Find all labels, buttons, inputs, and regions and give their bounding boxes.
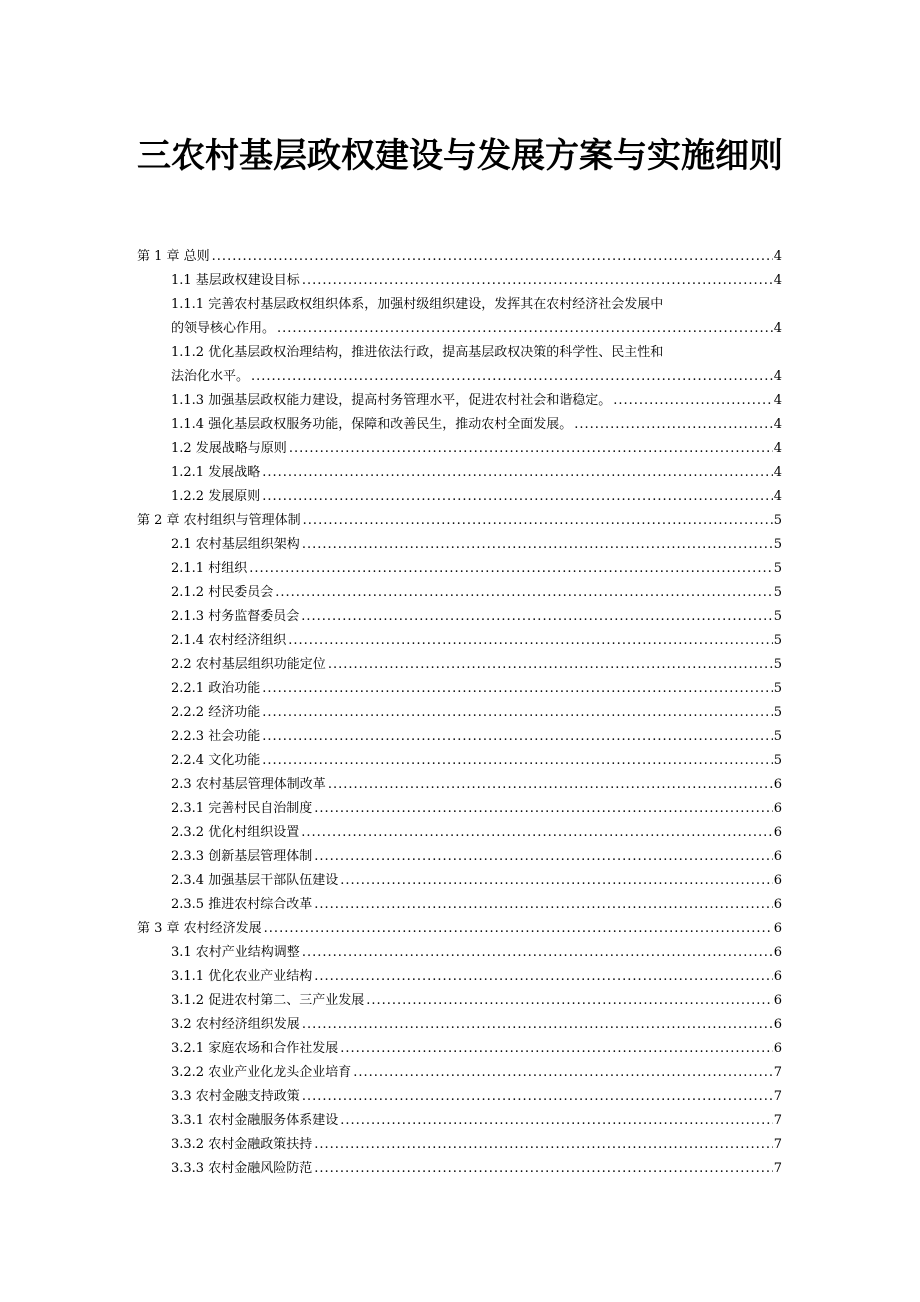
toc-entry-text: 2.3.1 完善村民自治制度 — [171, 801, 313, 816]
toc-entry[interactable] — [171, 725, 782, 749]
toc-leader-dots — [262, 485, 773, 509]
toc-entry-text: 第 1 章 总则 — [137, 249, 210, 264]
toc-entry[interactable] — [171, 533, 782, 557]
toc-leader-dots — [262, 701, 773, 725]
toc-entry-text: 2.2 农村基层组织功能定位 — [171, 657, 326, 672]
toc-leader-dots — [289, 437, 773, 461]
toc-entry[interactable] — [171, 1109, 782, 1133]
toc-leader-dots — [613, 389, 773, 413]
toc-entry[interactable] — [171, 269, 782, 293]
toc-page-number: 4 — [773, 417, 782, 432]
toc-entry[interactable] — [171, 317, 782, 341]
toc-entry-text-line1: 1.1.2 优化基层政权治理结构，推进依法行政，提高基层政权决策的科学性、民主性和 — [171, 345, 664, 360]
toc-entry-text: 2.3.5 推进农村综合改革 — [171, 897, 313, 912]
toc-page-number: 5 — [773, 537, 782, 552]
toc-entry-text: 2.1.1 村组织 — [171, 561, 248, 576]
toc-leader-dots — [302, 269, 773, 293]
toc-page-number: 4 — [773, 273, 782, 288]
toc-entry[interactable] — [171, 485, 782, 509]
toc-entry-text: 2.1.4 农村经济组织 — [171, 633, 287, 648]
toc-page-number: 6 — [773, 849, 782, 864]
toc-page-number: 4 — [773, 369, 782, 384]
toc-leader-dots — [328, 773, 773, 797]
toc-page-number: 6 — [773, 993, 782, 1008]
toc-entry[interactable] — [171, 1085, 782, 1109]
toc-page-number: 6 — [773, 777, 782, 792]
toc-page-number: 4 — [773, 249, 782, 264]
toc-entry[interactable] — [171, 629, 782, 653]
toc-entry-text: 3.1.2 促进农村第二、三产业发展 — [171, 993, 365, 1008]
toc-entry-text: 1.2 发展战略与原则 — [171, 441, 287, 456]
toc-entry-text: 1.1.4 强化基层政权服务功能，保障和改善民生，推动农村全面发展。 — [171, 417, 573, 432]
toc-entry[interactable] — [171, 413, 782, 437]
toc-entry[interactable] — [171, 845, 782, 869]
toc-page-number: 7 — [773, 1089, 782, 1104]
toc-entry[interactable] — [171, 773, 782, 797]
toc-entry[interactable] — [171, 941, 782, 965]
toc-entry[interactable] — [171, 797, 782, 821]
toc-page-number: 6 — [773, 897, 782, 912]
toc-entry[interactable] — [171, 701, 782, 725]
toc-entry-text: 2.1 农村基层组织架构 — [171, 537, 300, 552]
toc-page-number: 6 — [773, 1041, 782, 1056]
toc-page-number: 6 — [773, 801, 782, 816]
toc-page-number: 6 — [773, 825, 782, 840]
toc-entry[interactable] — [171, 821, 782, 845]
toc-page-number: 5 — [773, 705, 782, 720]
toc-leader-dots — [251, 365, 773, 389]
toc-entry-text: 1.2.1 发展战略 — [171, 465, 261, 480]
toc-entry-text: 法治化水平。 — [171, 369, 250, 384]
toc-leader-dots — [340, 869, 773, 893]
toc-leader-dots — [262, 461, 773, 485]
toc-entry[interactable] — [171, 989, 782, 1013]
toc-leader-dots — [301, 605, 773, 629]
toc-leader-dots — [353, 1061, 773, 1085]
toc-entry-text: 2.1.3 村务监督委员会 — [171, 609, 300, 624]
toc-leader-dots — [303, 509, 773, 533]
toc-leader-dots — [262, 677, 773, 701]
toc-entry-text: 2.1.2 村民委员会 — [171, 585, 274, 600]
toc-leader-dots — [574, 413, 773, 437]
toc-entry-text: 2.3.3 创新基层管理体制 — [171, 849, 313, 864]
toc-entry[interactable] — [171, 965, 782, 989]
toc-entry-wrapped[interactable] — [171, 341, 782, 389]
toc-page-number: 6 — [773, 873, 782, 888]
toc-entry[interactable] — [171, 437, 782, 461]
toc-entry[interactable] — [171, 893, 782, 917]
toc-entry[interactable] — [171, 1133, 782, 1157]
toc-leader-dots — [366, 989, 773, 1013]
toc-entry[interactable] — [171, 749, 782, 773]
toc-leader-dots — [302, 533, 773, 557]
toc-page-number: 4 — [773, 465, 782, 480]
toc-page-number: 5 — [773, 561, 782, 576]
toc-entry-text: 第 3 章 农村经济发展 — [137, 921, 262, 936]
toc-entry-text: 的领导核心作用。 — [171, 321, 276, 336]
toc-entry[interactable] — [171, 1037, 782, 1061]
toc-entry[interactable] — [171, 461, 782, 485]
toc-page-number: 4 — [773, 441, 782, 456]
toc-entry[interactable] — [137, 509, 782, 533]
table-of-contents — [0, 245, 920, 1181]
toc-leader-dots — [314, 797, 773, 821]
toc-entry[interactable] — [137, 917, 782, 941]
toc-page-number: 5 — [773, 633, 782, 648]
toc-leader-dots — [302, 941, 773, 965]
toc-entry-text: 1.1.3 加强基层政权能力建设，提高村务管理水平，促进农村社会和谐稳定。 — [171, 393, 612, 408]
toc-entry[interactable] — [171, 677, 782, 701]
toc-entry-text: 2.3.2 优化村组织设置 — [171, 825, 300, 840]
toc-entry-text: 第 2 章 农村组织与管理体制 — [137, 513, 301, 528]
toc-page-number: 5 — [773, 609, 782, 624]
toc-entry-text: 2.2.3 社会功能 — [171, 729, 261, 744]
toc-page-number: 5 — [773, 753, 782, 768]
toc-leader-dots — [314, 845, 773, 869]
toc-leader-dots — [288, 629, 773, 653]
toc-page-number: 6 — [773, 1017, 782, 1032]
toc-leader-dots — [277, 317, 773, 341]
toc-leader-dots — [301, 821, 773, 845]
toc-leader-dots — [262, 725, 773, 749]
toc-entry[interactable] — [171, 869, 782, 893]
toc-entry-text: 2.3.4 加强基层干部队伍建设 — [171, 873, 339, 888]
toc-entry[interactable] — [171, 581, 782, 605]
toc-entry-text: 1.2.2 发展原则 — [171, 489, 261, 504]
toc-entry-text: 3.2 农村经济组织发展 — [171, 1017, 300, 1032]
toc-leader-dots — [212, 245, 773, 269]
toc-page-number: 4 — [773, 489, 782, 504]
toc-leader-dots — [302, 1013, 773, 1037]
toc-page-number: 7 — [773, 1161, 782, 1176]
toc-entry[interactable] — [171, 653, 782, 677]
toc-entry[interactable] — [171, 389, 782, 413]
toc-entry[interactable] — [171, 1013, 782, 1037]
toc-page-number: 7 — [773, 1113, 782, 1128]
toc-page-number: 6 — [773, 945, 782, 960]
toc-page-number: 5 — [773, 585, 782, 600]
toc-leader-dots — [314, 965, 773, 989]
toc-entry[interactable] — [171, 365, 782, 389]
toc-entry-text: 3.3.3 农村金融风险防范 — [171, 1161, 313, 1176]
toc-entry[interactable] — [137, 245, 782, 269]
document-title: 三农村基层政权建设与发展方案与实施细则 — [137, 136, 783, 176]
toc-page-number: 5 — [773, 729, 782, 744]
toc-leader-dots — [314, 1133, 773, 1157]
toc-entry[interactable] — [171, 605, 782, 629]
toc-leader-dots — [275, 581, 773, 605]
toc-leader-dots — [340, 1037, 773, 1061]
toc-entry-text: 3.2.1 家庭农场和合作社发展 — [171, 1041, 339, 1056]
toc-entry-text: 3.3 农村金融支持政策 — [171, 1089, 300, 1104]
toc-page-number: 7 — [773, 1065, 782, 1080]
toc-page-number: 5 — [773, 513, 782, 528]
toc-page-number: 4 — [773, 393, 782, 408]
toc-page-number: 6 — [773, 921, 782, 936]
toc-entry-text: 2.2.1 政治功能 — [171, 681, 261, 696]
toc-entry[interactable] — [171, 1157, 782, 1181]
toc-entry-text: 3.3.2 农村金融政策扶持 — [171, 1137, 313, 1152]
toc-leader-dots — [314, 1157, 773, 1181]
toc-entry-text: 2.2.4 文化功能 — [171, 753, 261, 768]
toc-entry-wrapped[interactable] — [171, 293, 782, 341]
toc-leader-dots — [314, 893, 773, 917]
toc-entry-text: 1.1 基层政权建设目标 — [171, 273, 300, 288]
toc-leader-dots — [302, 1085, 773, 1109]
toc-entry-text: 3.2.2 农业产业化龙头企业培育 — [171, 1065, 352, 1080]
toc-page-number: 4 — [773, 321, 782, 336]
toc-entry-text: 3.1.1 优化农业产业结构 — [171, 969, 313, 984]
toc-leader-dots — [328, 653, 773, 677]
toc-leader-dots — [340, 1109, 773, 1133]
toc-entry-text: 3.1 农村产业结构调整 — [171, 945, 300, 960]
toc-page-number: 6 — [773, 969, 782, 984]
toc-page-number: 7 — [773, 1137, 782, 1152]
toc-entry[interactable] — [171, 557, 782, 581]
toc-entry-text: 2.2.2 经济功能 — [171, 705, 261, 720]
toc-entry-text-line1: 1.1.1 完善农村基层政权组织体系，加强村级组织建设，发挥其在农村经济社会发展中 — [171, 297, 664, 312]
toc-entry[interactable] — [171, 1061, 782, 1085]
toc-page-number: 5 — [773, 681, 782, 696]
toc-leader-dots — [264, 917, 773, 941]
toc-entry-text: 3.3.1 农村金融服务体系建设 — [171, 1113, 339, 1128]
toc-entry-text: 2.3 农村基层管理体制改革 — [171, 777, 326, 792]
toc-leader-dots — [262, 749, 773, 773]
toc-page-number: 5 — [773, 657, 782, 672]
toc-leader-dots — [249, 557, 773, 581]
